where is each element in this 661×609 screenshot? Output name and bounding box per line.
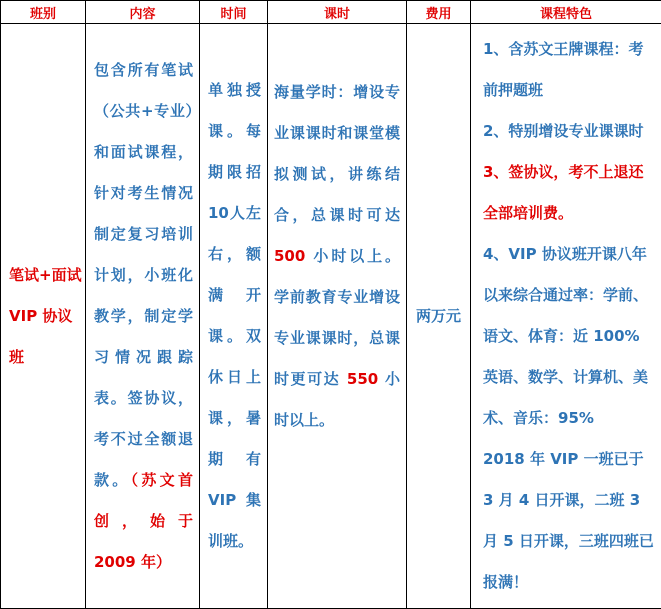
hours-text-3: 小时以上。	[274, 370, 400, 429]
content-main: 包含所有笔试（公共+专业）和面试课程，针对考生情况制定复习培训计划，小班化教学，制定学习情况跟踪表。签协议，考不过全额退款。	[94, 60, 193, 489]
cell-fee: 两万元	[407, 24, 471, 609]
feature-4: 4、VIP 协议班开课八年以来综合通过率：学前、语文、体育：近 100% 英语、数学、计算机、美术、音乐：95%	[483, 245, 649, 427]
header-fee: 费用	[407, 1, 471, 24]
hours-value-500: 500	[274, 247, 306, 265]
cell-content	[86, 24, 200, 609]
feature-1: 1、含苏文王牌课程：考前押题班	[483, 40, 644, 99]
header-time: 时间	[200, 1, 268, 24]
hours-text-1: 海量学时：增设专业课课时和课堂模拟测试，讲练结合，总课时可达	[274, 83, 400, 224]
cell-class-name: 笔试+面试 VIP 协议班	[1, 24, 86, 609]
cell-features	[471, 24, 661, 609]
feature-3: 3、签协议，考不上退还全部培训费。	[483, 163, 644, 222]
content-origin-note: （苏文首创，始于 2009 年）	[94, 470, 193, 571]
cell-hours	[268, 24, 407, 609]
table-header-row	[1, 1, 661, 24]
header-class: 班别	[1, 1, 86, 24]
hours-value-550: 550	[346, 370, 379, 388]
header-content: 内容	[86, 1, 200, 24]
table-row	[1, 24, 661, 609]
feature-2: 2、特别增设专业课课时	[483, 122, 644, 140]
hours-text-2: 小时以上。学前教育专业增设专业课课时，总课时更可达	[274, 247, 400, 388]
feature-5: 2018 年 VIP 一班已于 3 月 4 日开课，二班 3 月 5 日开课，三班四班已报满！	[483, 450, 654, 591]
cell-time: 单独授课。每期限招 10人左右，额满开课。双休日上课，暑期有 VIP 集训班。	[200, 24, 268, 609]
header-features: 课程特色	[471, 1, 661, 24]
header-hours: 课时	[268, 1, 407, 24]
